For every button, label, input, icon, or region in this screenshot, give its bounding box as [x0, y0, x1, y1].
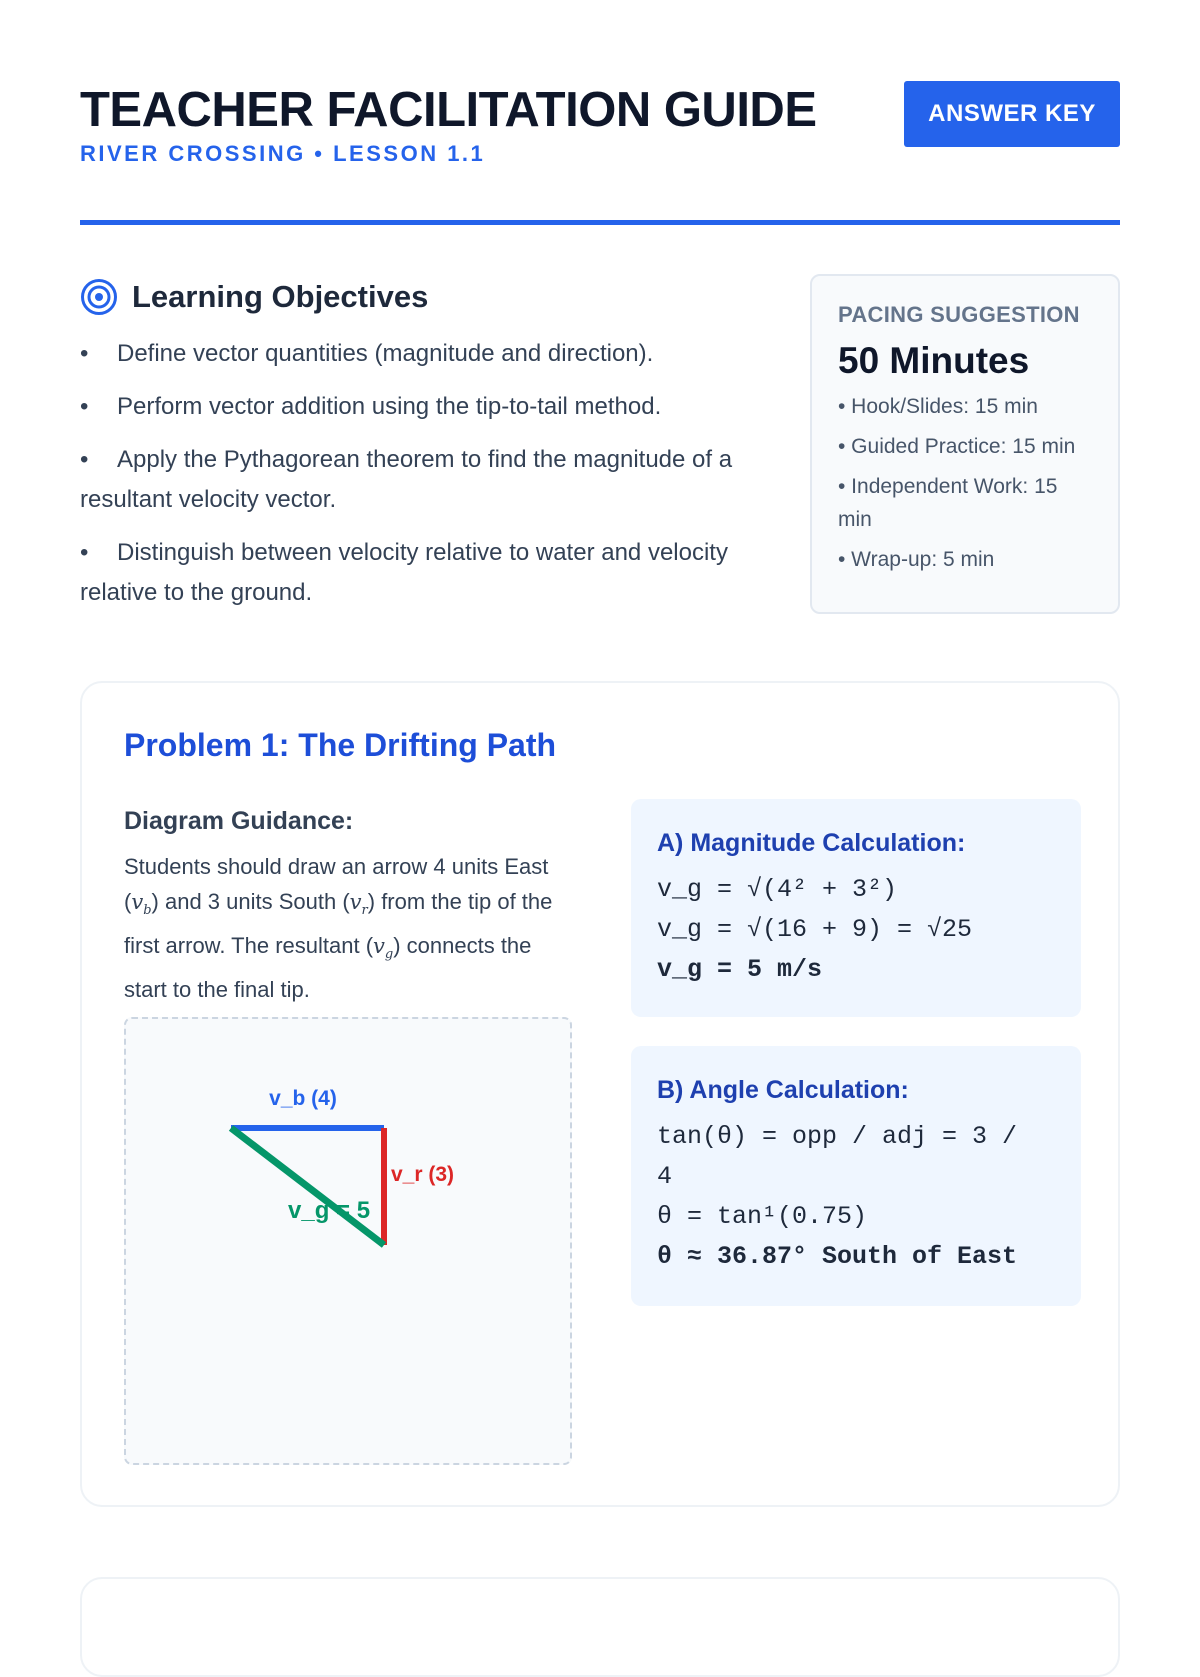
lesson-subtitle: RIVER CROSSING • LESSON 1.1	[80, 141, 486, 166]
problem-1-card	[80, 681, 1120, 1507]
guidance-text-part: Students should draw an arrow 4 units East (	[124, 854, 549, 914]
objective-item	[80, 533, 760, 613]
diagram-guidance-heading: Diagram Guidance:	[124, 807, 354, 835]
pacing-item: • Hook/Slides: 15 min	[838, 395, 1038, 418]
objective-text: Perform vector addition using the tip-to-tail method.	[117, 393, 662, 420]
calc-result: θ ≈ 36.87° South of East	[657, 1242, 1018, 1271]
angle-calculation-box	[631, 1046, 1081, 1306]
objectives-heading	[80, 270, 760, 324]
header	[80, 80, 1120, 225]
var-subscript: g	[384, 947, 394, 963]
guidance-text-part: ) connects the start to the final tip.	[124, 933, 532, 1003]
objective-text: Distinguish between velocity relative to water and velocity relative to the ground.	[80, 539, 728, 606]
objective-item	[80, 387, 760, 427]
objectives-list	[80, 334, 760, 613]
bullet-glyph: •	[80, 446, 89, 473]
calc-line: v_g = √(16 + 9) = √25	[657, 915, 973, 944]
vb-label: v_b (4)	[269, 1087, 337, 1110]
guidance-text-part: ) and 3 units South (	[151, 889, 350, 914]
calc-line: v_g = √(4² + 3²)	[657, 875, 898, 904]
var-letter: v	[131, 890, 144, 914]
next-problem-card	[80, 1577, 1120, 1677]
pacing-item: • Wrap-up: 5 min	[838, 548, 995, 571]
problem-title: Problem 1: The Drifting Path	[124, 727, 557, 763]
bullet-glyph: •	[80, 340, 89, 367]
var-letter: v	[373, 934, 385, 959]
objective-item	[80, 440, 760, 520]
vector-symbol-vr	[349, 890, 368, 919]
target-icon	[80, 278, 118, 316]
objective-text: Define vector quantities (magnitude and direction).	[117, 340, 654, 367]
bullet-glyph: •	[80, 539, 89, 566]
pacing-item: • Guided Practice: 15 min	[838, 435, 1076, 458]
guidance-text-part: ) from the tip of the first arrow. The resultant (	[124, 889, 553, 959]
vg-label: v_g = 5	[288, 1197, 371, 1224]
magnitude-title: A) Magnitude Calculation:	[657, 829, 966, 857]
var-subscript: b	[143, 903, 152, 919]
magnitude-calculation-box	[631, 799, 1081, 1017]
vector-diagram	[124, 1017, 572, 1465]
pacing-total: 50 Minutes	[838, 340, 1030, 381]
objective-text: Apply the Pythagorean theorem to find the magnitude of a resultant velocity vector.	[80, 446, 733, 513]
diagram-guidance-text	[124, 849, 574, 1007]
vr-label: v_r (3)	[391, 1163, 455, 1186]
calc-line: θ = tan¹(0.75)	[657, 1202, 868, 1231]
pacing-item: • Independent Work: 15 min	[838, 475, 1058, 531]
objective-item	[80, 334, 760, 374]
bullet-glyph: •	[80, 393, 89, 420]
vector-vg-line	[231, 1128, 384, 1245]
vector-symbol-vg	[373, 934, 394, 963]
learning-objectives	[80, 270, 760, 626]
calc-line: tan(θ) = opp / adj = 3 /	[657, 1122, 1018, 1151]
pacing-suggestion-box	[810, 274, 1120, 614]
answer-key-button[interactable]: ANSWER KEY	[904, 81, 1120, 147]
pacing-label: PACING SUGGESTION	[838, 302, 1080, 327]
var-subscript: r	[361, 903, 368, 919]
objectives-title: Learning Objectives	[132, 279, 429, 314]
calc-result: v_g = 5 m/s	[657, 955, 823, 984]
angle-title: B) Angle Calculation:	[657, 1076, 909, 1104]
vector-diagram-svg	[126, 1019, 570, 1463]
page-title: TEACHER FACILITATION GUIDE	[80, 83, 817, 137]
var-letter: v	[349, 890, 362, 914]
calc-line: 4	[657, 1162, 673, 1191]
vector-symbol-vb	[131, 890, 152, 919]
